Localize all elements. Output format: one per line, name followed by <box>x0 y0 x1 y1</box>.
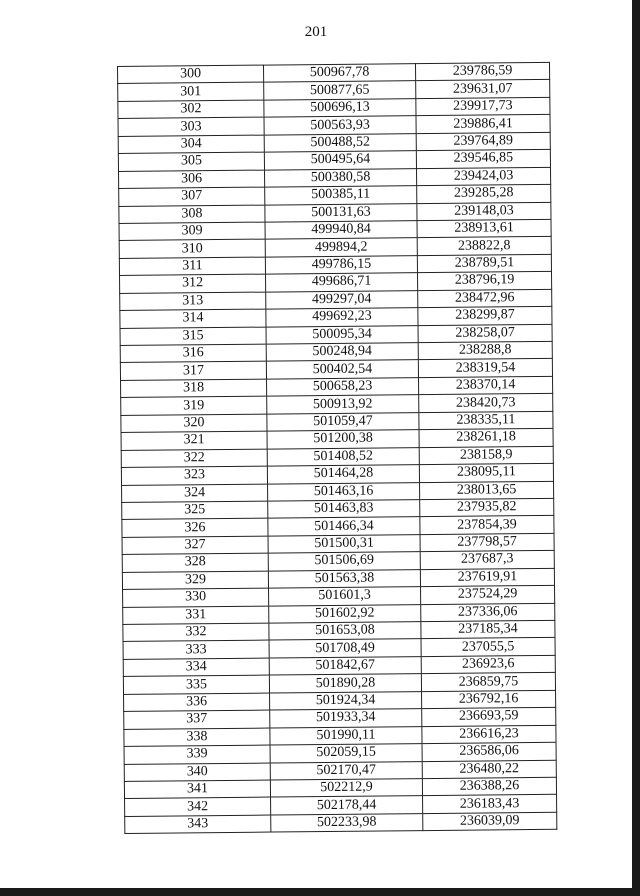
x-coordinate-cell: 499940,84 <box>265 221 417 240</box>
point-number-cell: 303 <box>118 117 264 136</box>
point-number-cell: 309 <box>119 222 265 241</box>
y-coordinate-cell: 238288,8 <box>418 341 552 360</box>
y-coordinate-cell: 238319,54 <box>418 359 552 378</box>
point-number-cell: 319 <box>121 396 267 415</box>
point-number-cell: 313 <box>120 292 266 311</box>
x-coordinate-cell: 501601,3 <box>269 587 421 606</box>
point-number-cell: 343 <box>125 815 271 834</box>
y-coordinate-cell: 236183,43 <box>423 795 557 814</box>
point-number-cell: 330 <box>123 588 269 607</box>
x-coordinate-cell: 501059,47 <box>267 412 419 431</box>
point-number-cell: 300 <box>118 65 264 84</box>
point-number-cell: 316 <box>120 344 266 363</box>
y-coordinate-cell: 239631,07 <box>416 80 550 99</box>
y-coordinate-cell: 238258,07 <box>418 324 552 343</box>
x-coordinate-cell: 500563,93 <box>264 116 416 135</box>
point-number-cell: 340 <box>124 763 270 782</box>
point-number-cell: 332 <box>123 623 269 642</box>
point-number-cell: 306 <box>119 170 265 189</box>
x-coordinate-cell: 500696,13 <box>264 99 416 118</box>
y-coordinate-cell: 237935,82 <box>420 498 554 517</box>
point-number-cell: 304 <box>118 135 264 154</box>
point-number-cell: 310 <box>119 239 265 258</box>
x-coordinate-cell: 501464,28 <box>267 465 419 484</box>
x-coordinate-cell: 501408,52 <box>267 447 419 466</box>
point-number-cell: 337 <box>124 710 270 729</box>
point-number-cell: 320 <box>121 414 267 433</box>
x-coordinate-cell: 499894,2 <box>265 238 417 257</box>
y-coordinate-cell: 239285,28 <box>417 184 551 203</box>
point-number-cell: 334 <box>123 658 269 677</box>
x-coordinate-cell: 501463,83 <box>268 500 420 519</box>
y-coordinate-cell: 237524,29 <box>421 585 555 604</box>
y-coordinate-cell: 238158,9 <box>419 446 553 465</box>
x-coordinate-cell: 500402,54 <box>266 360 418 379</box>
x-coordinate-cell: 501933,34 <box>270 709 422 728</box>
y-coordinate-cell: 239786,59 <box>415 62 549 81</box>
x-coordinate-cell: 500967,78 <box>263 64 415 83</box>
point-number-cell: 325 <box>122 501 268 520</box>
x-coordinate-cell: 499297,04 <box>266 290 418 309</box>
y-coordinate-cell: 238822,8 <box>417 237 551 256</box>
y-coordinate-cell: 237185,34 <box>421 620 555 639</box>
y-coordinate-cell: 238789,51 <box>417 254 551 273</box>
y-coordinate-cell: 236792,16 <box>422 690 556 709</box>
y-coordinate-cell: 239148,03 <box>417 202 551 221</box>
point-number-cell: 322 <box>121 449 267 468</box>
point-number-cell: 333 <box>123 641 269 660</box>
x-coordinate-cell: 502178,44 <box>271 796 423 815</box>
y-coordinate-cell: 237854,39 <box>420 516 554 535</box>
page-number: 201 <box>304 24 328 40</box>
point-number-cell: 314 <box>120 309 266 328</box>
coordinates-table-body <box>118 62 557 833</box>
y-coordinate-cell: 239764,89 <box>416 132 550 151</box>
y-coordinate-cell: 236616,23 <box>422 725 556 744</box>
x-coordinate-cell: 501924,34 <box>270 691 422 710</box>
x-coordinate-cell: 500913,92 <box>267 395 419 414</box>
point-number-cell: 301 <box>118 83 264 102</box>
x-coordinate-cell: 502233,98 <box>271 813 423 832</box>
x-coordinate-cell: 502212,9 <box>270 779 422 798</box>
x-coordinate-cell: 499686,71 <box>266 273 418 292</box>
x-coordinate-cell: 501500,31 <box>268 534 420 553</box>
point-number-cell: 328 <box>122 553 268 572</box>
x-coordinate-cell: 500658,23 <box>267 377 419 396</box>
coordinates-table <box>117 62 557 834</box>
x-coordinate-cell: 501653,08 <box>269 622 421 641</box>
y-coordinate-cell: 236388,26 <box>422 777 556 796</box>
y-coordinate-cell: 239424,03 <box>416 167 550 186</box>
y-coordinate-cell: 237798,57 <box>420 533 554 552</box>
y-coordinate-cell: 239546,85 <box>416 150 550 169</box>
point-number-cell: 339 <box>124 745 270 764</box>
y-coordinate-cell: 238796,19 <box>417 272 551 291</box>
point-number-cell: 341 <box>124 780 270 799</box>
point-number-cell: 302 <box>118 100 264 119</box>
point-number-cell: 315 <box>120 327 266 346</box>
point-number-cell: 311 <box>119 257 265 276</box>
point-number-cell: 307 <box>119 187 265 206</box>
point-number-cell: 342 <box>125 797 271 816</box>
x-coordinate-cell: 500131,63 <box>265 203 417 222</box>
y-coordinate-cell: 236693,59 <box>422 708 556 727</box>
point-number-cell: 338 <box>124 728 270 747</box>
x-coordinate-cell: 499692,23 <box>266 308 418 327</box>
x-coordinate-cell: 501602,92 <box>269 604 421 623</box>
x-coordinate-cell: 500095,34 <box>266 325 418 344</box>
x-coordinate-cell: 500877,65 <box>264 81 416 100</box>
y-coordinate-cell: 238095,11 <box>419 463 553 482</box>
y-coordinate-cell: 238013,65 <box>420 481 554 500</box>
y-coordinate-cell: 237055,5 <box>421 638 555 657</box>
y-coordinate-cell: 236923,6 <box>421 655 555 674</box>
x-coordinate-cell: 500495,64 <box>264 151 416 170</box>
x-coordinate-cell: 501708,49 <box>269 639 421 658</box>
x-coordinate-cell: 502059,15 <box>270 744 422 763</box>
point-number-cell: 317 <box>120 362 266 381</box>
point-number-cell: 324 <box>122 484 268 503</box>
y-coordinate-cell: 239917,73 <box>416 97 550 116</box>
point-number-cell: 321 <box>121 431 267 450</box>
x-coordinate-cell: 501842,67 <box>269 656 421 675</box>
y-coordinate-cell: 236586,06 <box>422 742 556 761</box>
y-coordinate-cell: 238261,18 <box>419 429 553 448</box>
y-coordinate-cell: 236039,09 <box>423 812 557 831</box>
y-coordinate-cell: 237687,3 <box>420 551 554 570</box>
point-number-cell: 323 <box>121 466 267 485</box>
y-coordinate-cell: 236859,75 <box>421 673 555 692</box>
y-coordinate-cell: 238299,87 <box>418 306 552 325</box>
y-coordinate-cell: 238472,96 <box>418 289 552 308</box>
point-number-cell: 336 <box>124 693 270 712</box>
y-coordinate-cell: 238913,61 <box>417 219 551 238</box>
x-coordinate-cell: 501890,28 <box>269 674 421 693</box>
y-coordinate-cell: 238370,14 <box>419 376 553 395</box>
y-coordinate-cell: 239886,41 <box>416 115 550 134</box>
table-row <box>125 812 557 834</box>
point-number-cell: 308 <box>119 205 265 224</box>
x-coordinate-cell: 501563,38 <box>268 569 420 588</box>
y-coordinate-cell: 238420,73 <box>419 394 553 413</box>
point-number-cell: 329 <box>122 571 268 590</box>
y-coordinate-cell: 238335,11 <box>419 411 553 430</box>
point-number-cell: 331 <box>123 606 269 625</box>
x-coordinate-cell: 501466,34 <box>268 517 420 536</box>
point-number-cell: 327 <box>122 536 268 555</box>
x-coordinate-cell: 500385,11 <box>265 186 417 205</box>
x-coordinate-cell: 500380,58 <box>265 168 417 187</box>
x-coordinate-cell: 499786,15 <box>265 255 417 274</box>
x-coordinate-cell: 500488,52 <box>264 133 416 152</box>
x-coordinate-cell: 500248,94 <box>266 343 418 362</box>
x-coordinate-cell: 501200,38 <box>267 430 419 449</box>
point-number-cell: 305 <box>118 152 264 171</box>
x-coordinate-cell: 501463,16 <box>268 482 420 501</box>
point-number-cell: 318 <box>121 379 267 398</box>
point-number-cell: 335 <box>123 675 269 694</box>
x-coordinate-cell: 502170,47 <box>270 761 422 780</box>
y-coordinate-cell: 237336,06 <box>421 603 555 622</box>
x-coordinate-cell: 501506,69 <box>268 552 420 571</box>
point-number-cell: 312 <box>120 274 266 293</box>
x-coordinate-cell: 501990,11 <box>270 726 422 745</box>
y-coordinate-cell: 237619,91 <box>420 568 554 587</box>
y-coordinate-cell: 236480,22 <box>422 760 556 779</box>
point-number-cell: 326 <box>122 518 268 537</box>
